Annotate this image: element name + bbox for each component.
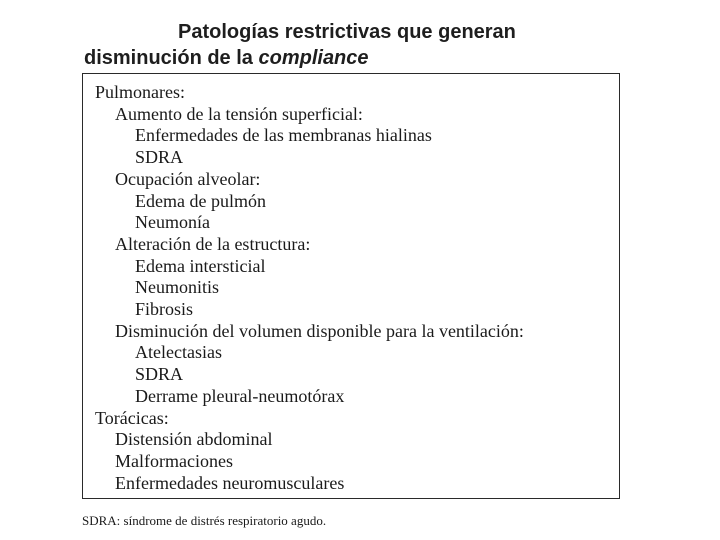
category-heading: Torácicas: xyxy=(95,407,169,428)
document-title-line-1: Patologías restrictivas que generan xyxy=(178,21,516,43)
condition-item: Derrame pleural-neumotórax xyxy=(135,385,345,406)
subcategory-item: Disminución del volumen disponible para la ventilación: xyxy=(115,320,524,341)
title-prefix: disminución de la xyxy=(84,47,259,69)
document-title-line-2 xyxy=(84,46,369,70)
condition-item: SDRA xyxy=(135,147,184,168)
subcategory-item: Aumento de la tensión superficial: xyxy=(115,103,363,124)
subcategory-item: Alteración de la estructura: xyxy=(115,233,311,254)
title-italic-term: compliance xyxy=(258,47,369,69)
condition-item: Edema de pulmón xyxy=(135,190,266,211)
condition-item: Enfermedades de las membranas hialinas xyxy=(135,125,432,146)
condition-item: Fibrosis xyxy=(135,299,194,320)
footnote: SDRA: síndrome de distrés respiratorio agudo. xyxy=(82,513,327,528)
pathology-list xyxy=(83,82,524,494)
condition-item: SDRA xyxy=(135,364,184,385)
subcategory-item: Enfermedades neuromusculares xyxy=(115,472,345,493)
category-heading: Pulmonares: xyxy=(95,82,185,102)
subcategory-item: Ocupación alveolar: xyxy=(115,168,261,189)
subcategory-item: Malformaciones xyxy=(115,450,233,471)
condition-item: Atelectasias xyxy=(135,342,222,363)
condition-item: Neumonitis xyxy=(135,277,219,298)
condition-item: Neumonía xyxy=(135,212,210,233)
subcategory-item: Distensión abdominal xyxy=(115,429,273,450)
condition-item: Edema intersticial xyxy=(135,255,266,276)
pathology-table-box xyxy=(82,73,620,499)
